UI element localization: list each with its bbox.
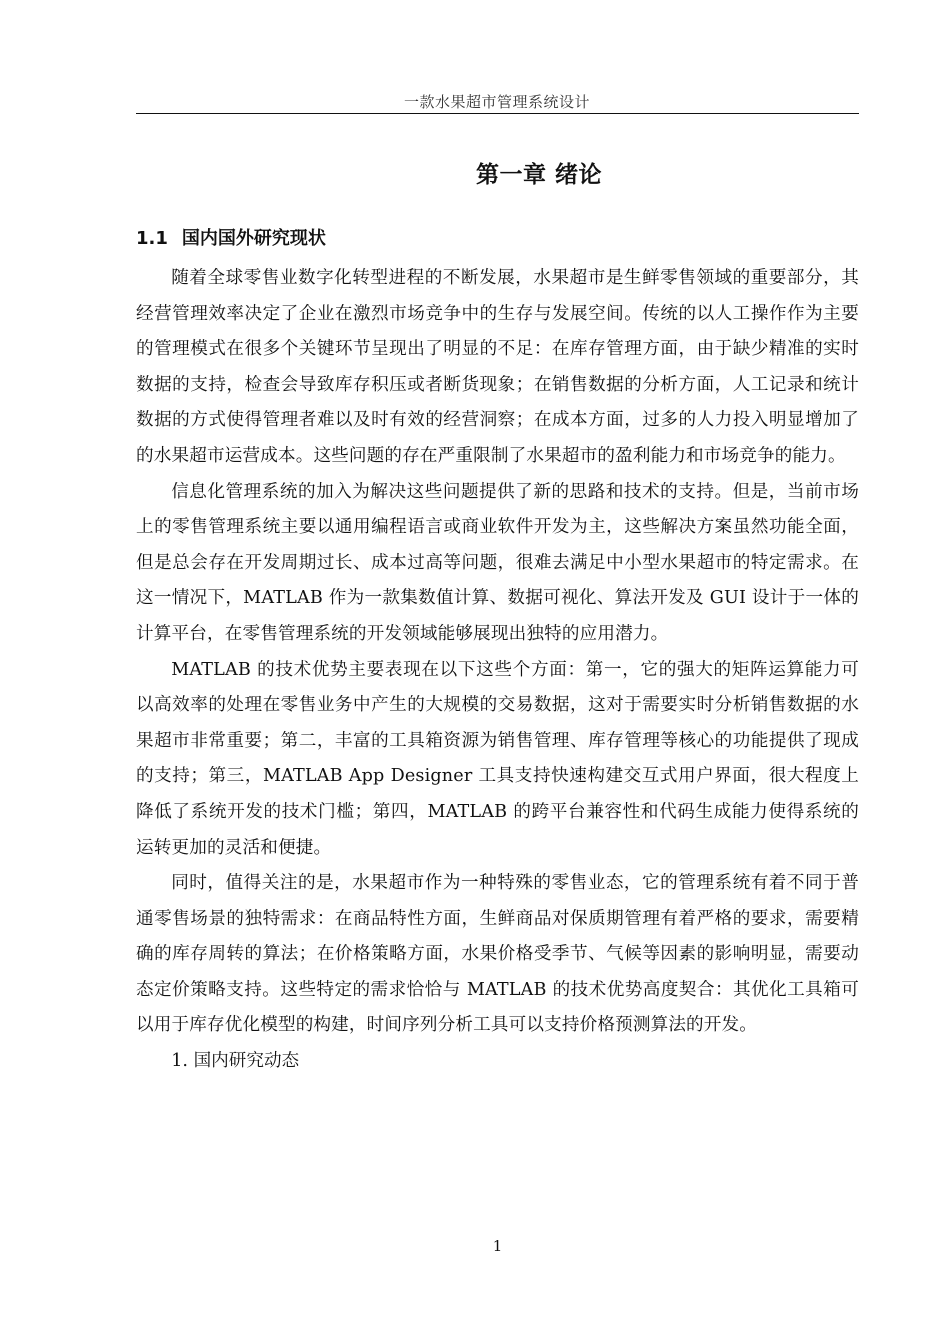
- chapter-title: 第一章 绪论: [475, 162, 602, 188]
- list-item: 1. 国内研究动态: [171, 1051, 300, 1072]
- paragraph: 同时，值得关注的是，水果超市作为一种特殊的零售业态，它的管理系统有着不同于普通零售场景的独特需求：在商品特性方面，生鲜商品对保质期管理有着严格的要求，需要精确的库存周转的算法；在价格策略方面，水果价格受季节、气候等因素的影响明显，需要动态定价策略支持。这些特定的需求恰恰与 MATLAB 的技术优势高度契合：其优化工具箱可以用于库存优化模型的构建，时间序列分析工具可以支持价格预测算法的开发。: [136, 873, 859, 1036]
- paragraph: 信息化管理系统的加入为解决这些问题提供了新的思路和技术的支持。但是，当前市场上的零售管理系统主要以通用编程语言或商业软件开发为主，这些解决方案虽然功能全面，但是总会存在开发周期过长、成本过高等问题，很难去满足中小型水果超市的特定需求。在这一情况下，MATLAB 作为一款集数值计算、数据可视化、算法开发及 GUI 设计于一体的计算平台，在零售管理系统的开发领域能够展现出独特的应用潜力。: [136, 481, 859, 644]
- header-divider: [136, 113, 859, 114]
- paragraph: MATLAB 的技术优势主要表现在以下这些个方面：第一，它的强大的矩阵运算能力可以高效率的处理在零售业务中产生的大规模的交易数据，这对于需要实时分析销售数据的水果超市非常重要；第二，丰富的工具箱资源为销售管理、库存管理等核心的功能提供了现成的支持；第三，MATLAB App Designer 工具支持快速构建交互式用户界面，很大程度上降低了系统开发的技术门槛；第四，MATLAB 的跨平台兼容性和代码生成能力使得系统的运转更加的灵活和便捷。: [136, 659, 859, 858]
- section-heading: [136, 224, 326, 250]
- paragraph: 随着全球零售业数字化转型进程的不断发展，水果超市是生鲜零售领域的重要部分，其经营管理效率决定了企业在激烈市场竞争中的生存与发展空间。传统的以人工操作作为主要的管理模式在很多个关键环节呈现出了明显的不足：在库存管理方面，由于缺少精准的实时数据的支持，检查会导致库存积压或者断货现象；在销售数据的分析方面，人工记录和统计数据的方式使得管理者难以及时有效的经营洞察；在成本方面，过多的人力投入明显增加了的水果超市运营成本。这些问题的存在严重限制了水果超市的盈利能力和市场竞争的能力。: [136, 268, 859, 466]
- section-number: 1.1: [136, 228, 168, 249]
- body-text: [136, 261, 859, 1080]
- section-title: 国内国外研究现状: [181, 228, 326, 249]
- running-header: 一款水果超市管理系统设计: [403, 93, 590, 111]
- page-number: 1: [492, 1237, 503, 1255]
